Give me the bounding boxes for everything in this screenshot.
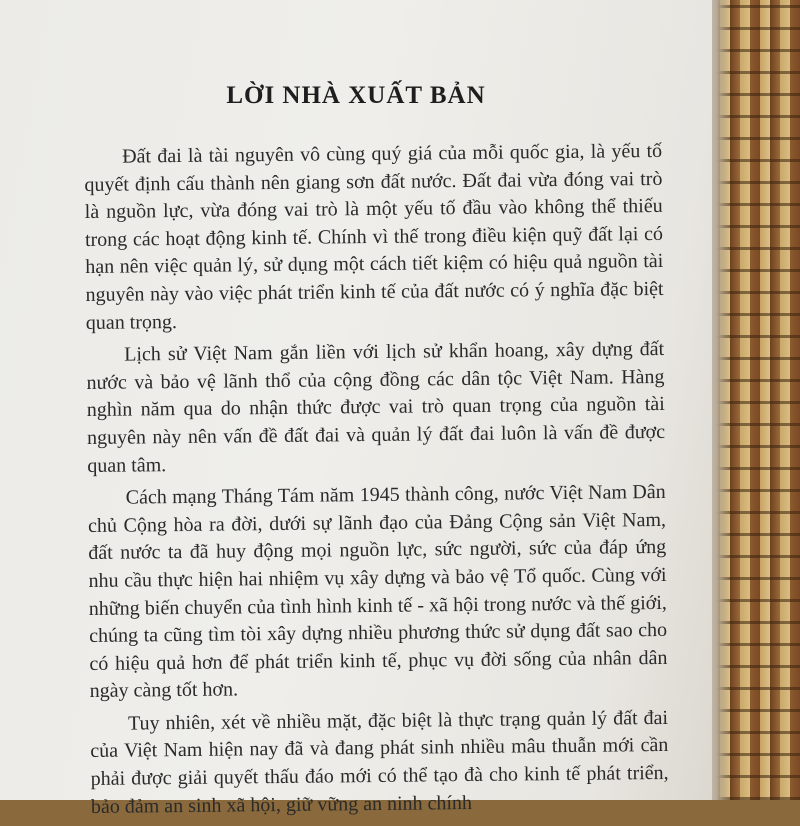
bleed-through-texture [470,0,700,140]
paragraph-4: Tuy nhiên, xét về nhiều mặt, đặc biệt là thực trạng quản lý đất đai của Việt Nam hiện nay đã và đang phát sinh nhiều mâu thuẫn mới cần phải được giải quyết thấu đáo mới có thể tạo đà cho kinh tế phát triển, bảo đảm an sinh xã hội, giữ vững an ninh chính [90,706,669,818]
paragraph-2: Lịch sử Việt Nam gắn liền với lịch sử khẩn hoang, xây dựng đất nước và bảo vệ lãnh thổ của cộng đồng các dân tộc Việt Nam. Hàng nghìn năm qua do nhận thức được vai trò quan trọng của nguồn tài nguyên này nên vấn đề đất đai và quản lý đất đai luôn là vấn đề được quan tâm. [86,338,666,477]
body-text [84,138,669,826]
paragraph-3: Cách mạng Tháng Tám năm 1945 thành công, nước Việt Nam Dân chủ Cộng hòa ra đời, dưới sự lãnh đạo của Đảng Cộng sản Việt Nam, đất nước ta đã huy động mọi nguồn lực, sức người, sức của đáp ứng nhu cầu thực hiện hai nhiệm vụ xây dựng và bảo vệ Tổ quốc. Cùng với những biến chuyển của tình hình kinh tế - xã hội trong nước và thế giới, chúng ta cũng tìm tòi xây dựng nhiều phương thức sử dụng đất sao cho có hiệu quả hơn để phát triển kinh tế, phục vụ đời sống của nhân dân ngày càng tốt hơn. [87,481,668,703]
paragraph-1: Đất đai là tài nguyên vô cùng quý giá của mỗi quốc gia, là yếu tố quyết định cấu thành nên giang sơn đất nước. Đất đai vừa đóng vai trò là nguồn lực, vừa đóng vai trò là một yếu tố đầu vào không thể thiếu trong các hoạt động kinh tế. Chính vì thế trong điều kiện quỹ đất lại có hạn nên việc quản lý, sử dụng một cách tiết kiệm có hiệu quả nguồn tài nguyên này vào việc phát triển kinh tế của đất nước có ý nghĩa đặc biệt quan trọng. [84,139,664,334]
page-title: LỜI NHÀ XUẤT BẢN [226,82,486,109]
